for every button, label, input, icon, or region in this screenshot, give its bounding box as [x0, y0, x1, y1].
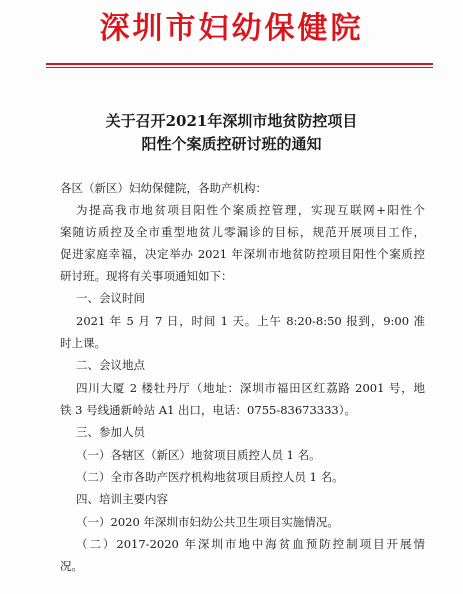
location-line: 铁 3 号线通新岭站 A1 出口，电话：0755-83673333）。: [60, 403, 356, 417]
intro-line: 促进家庭幸福，决定举办 2021 年深圳市地贫防控项目阳性个案质控: [60, 247, 425, 261]
masthead-rule-thick: [46, 63, 433, 65]
intro-line: 研讨班。现将有关事项通知如下：: [60, 269, 233, 283]
masthead-title: 深圳市妇幼保健院: [99, 11, 364, 46]
intro-line: 案随访质控及全市重型地贫儿零漏诊的目标，规范开展项目工作，: [60, 225, 425, 239]
content-line: （一）2020 年深圳市妇幼公共卫生项目实施情况。: [76, 515, 339, 529]
intro-line: 为提高我市地贫项目阳性个案质控管理，实现互联网+阳性个: [76, 203, 425, 217]
salutation: 各区（新区）妇幼保健院，各助产机构：: [60, 181, 267, 195]
section-heading-location: 二、会议地点: [76, 358, 145, 372]
content-line: （二）2017-2020 年深圳市地中海贫血预防控制项目开展情: [76, 537, 425, 551]
section-heading-participants: 三、参加人员: [76, 425, 145, 439]
content-line: 况。: [60, 559, 83, 573]
section-heading-content: 四、培训主要内容: [76, 492, 168, 506]
participants-line: （二）全市各助产医疗机构地贫项目质控人员 1 名。: [76, 470, 344, 484]
masthead-rule-thin: [46, 67, 433, 68]
notice-title-line-2: 阳性个案质控研讨班的通知: [141, 135, 322, 153]
location-line: 四川大厦 2 楼牡丹厅（地址：深圳市福田区红荔路 2001 号，地: [76, 381, 425, 395]
notice-title-line-1: 关于召开2021年深圳市地贫防控项目: [105, 112, 358, 130]
time-line: 2021 年 5 月 7 日，时间 1 天。上午 8:20-8:50 报到，9:00 准: [76, 314, 425, 328]
section-heading-time: 一、会议时间: [76, 291, 145, 305]
time-line: 时上课。: [60, 336, 106, 350]
participants-line: （一）各辖区（新区）地贫项目质控人员 1 名。: [76, 448, 321, 462]
